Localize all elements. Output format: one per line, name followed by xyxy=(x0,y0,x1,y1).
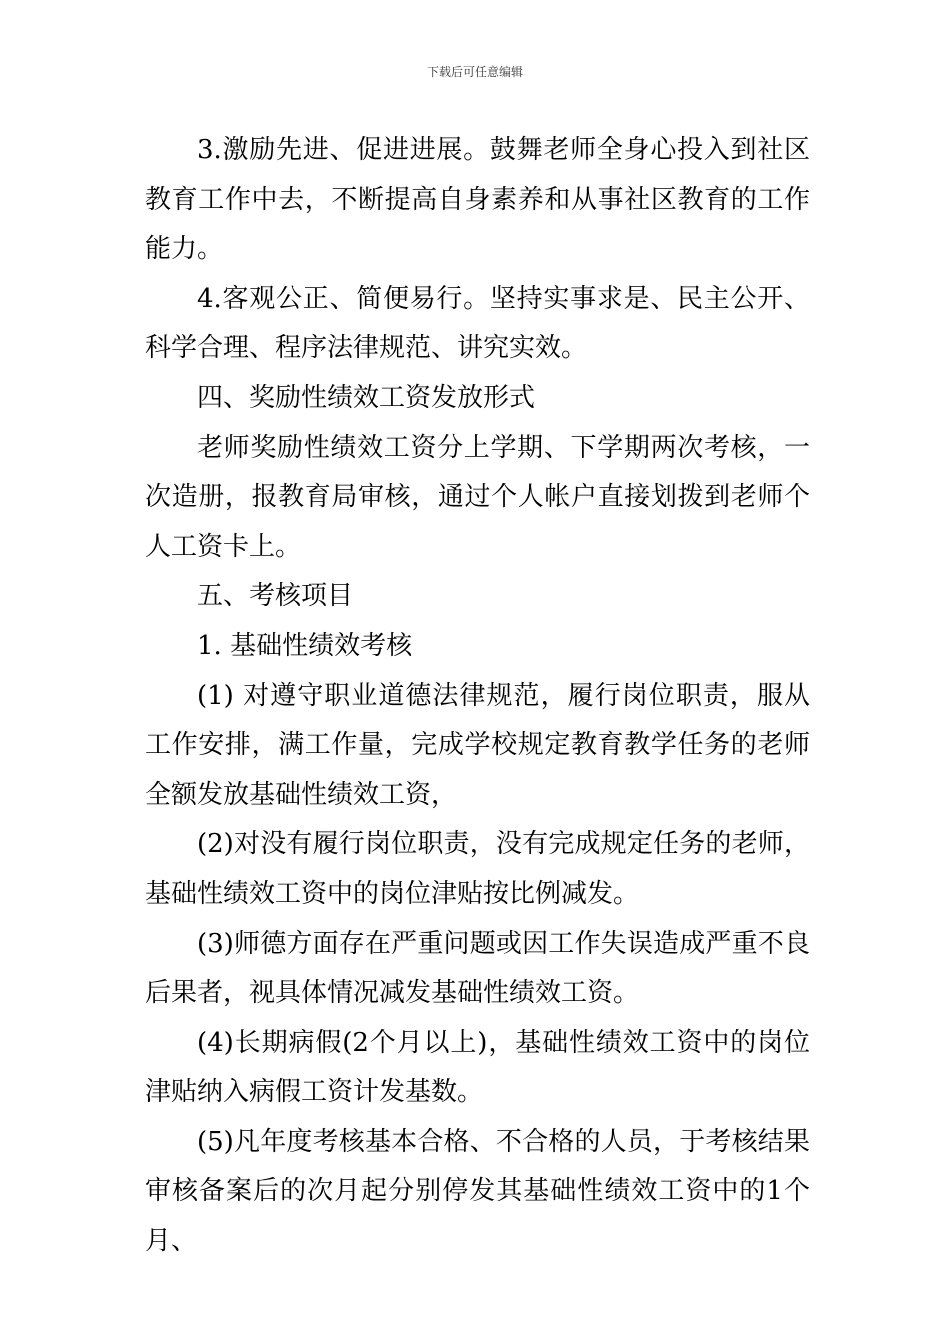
section-heading-4: 四、奖励性绩效工资发放形式 xyxy=(197,382,536,413)
page-header: 下载后可任意编辑 xyxy=(426,65,523,79)
paragraph-item-5: (5)凡年度考核基本合格、不合格的人员，于考核结果审核备案后的次月起分别停发其基础性绩效工资中的1个月、 xyxy=(145,1126,810,1257)
section-heading-5: 五、考核项目 xyxy=(197,581,354,612)
paragraph-objective: 4.客观公正、简便易行。坚持实事求是、民主公开、科学合理、程序法律规范、讲究实效。 xyxy=(145,283,810,364)
subsection-heading-1: 1. 基础性绩效考核 xyxy=(197,630,413,661)
paragraph-item-1: (1) 对遵守职业道德法律规范，履行岗位职责，服从工作安排，满工作量，完成学校规定教育教学任务的老师全额发放基础性绩效工资， xyxy=(145,680,810,810)
paragraph-incentive: 3.激励先进、促进进展。鼓舞老师全身心投入到社区教育工作中去，不断提高自身素养和从事社区教育的工作能力。 xyxy=(145,135,810,265)
paragraph-item-4: (4)长期病假(2个月以上)，基础性绩效工资中的岗位津贴纳入病假工资计发基数。 xyxy=(145,1027,810,1108)
paragraph-item-3: (3)师德方面存在严重问题或因工作失误造成严重不良后果者，视具体情况减发基础性绩效工资。 xyxy=(145,928,810,1009)
paragraph-item-2: (2)对没有履行岗位职责，没有完成规定任务的老师，基础性绩效工资中的岗位津贴按比例减发。 xyxy=(145,829,810,909)
document-body xyxy=(145,126,810,1267)
paragraph-payment-form: 老师奖励性绩效工资分上学期、下学期两次考核，一次造册，报教育局审核，通过个人帐户直接划拨到老师个人工资卡上。 xyxy=(145,432,810,562)
